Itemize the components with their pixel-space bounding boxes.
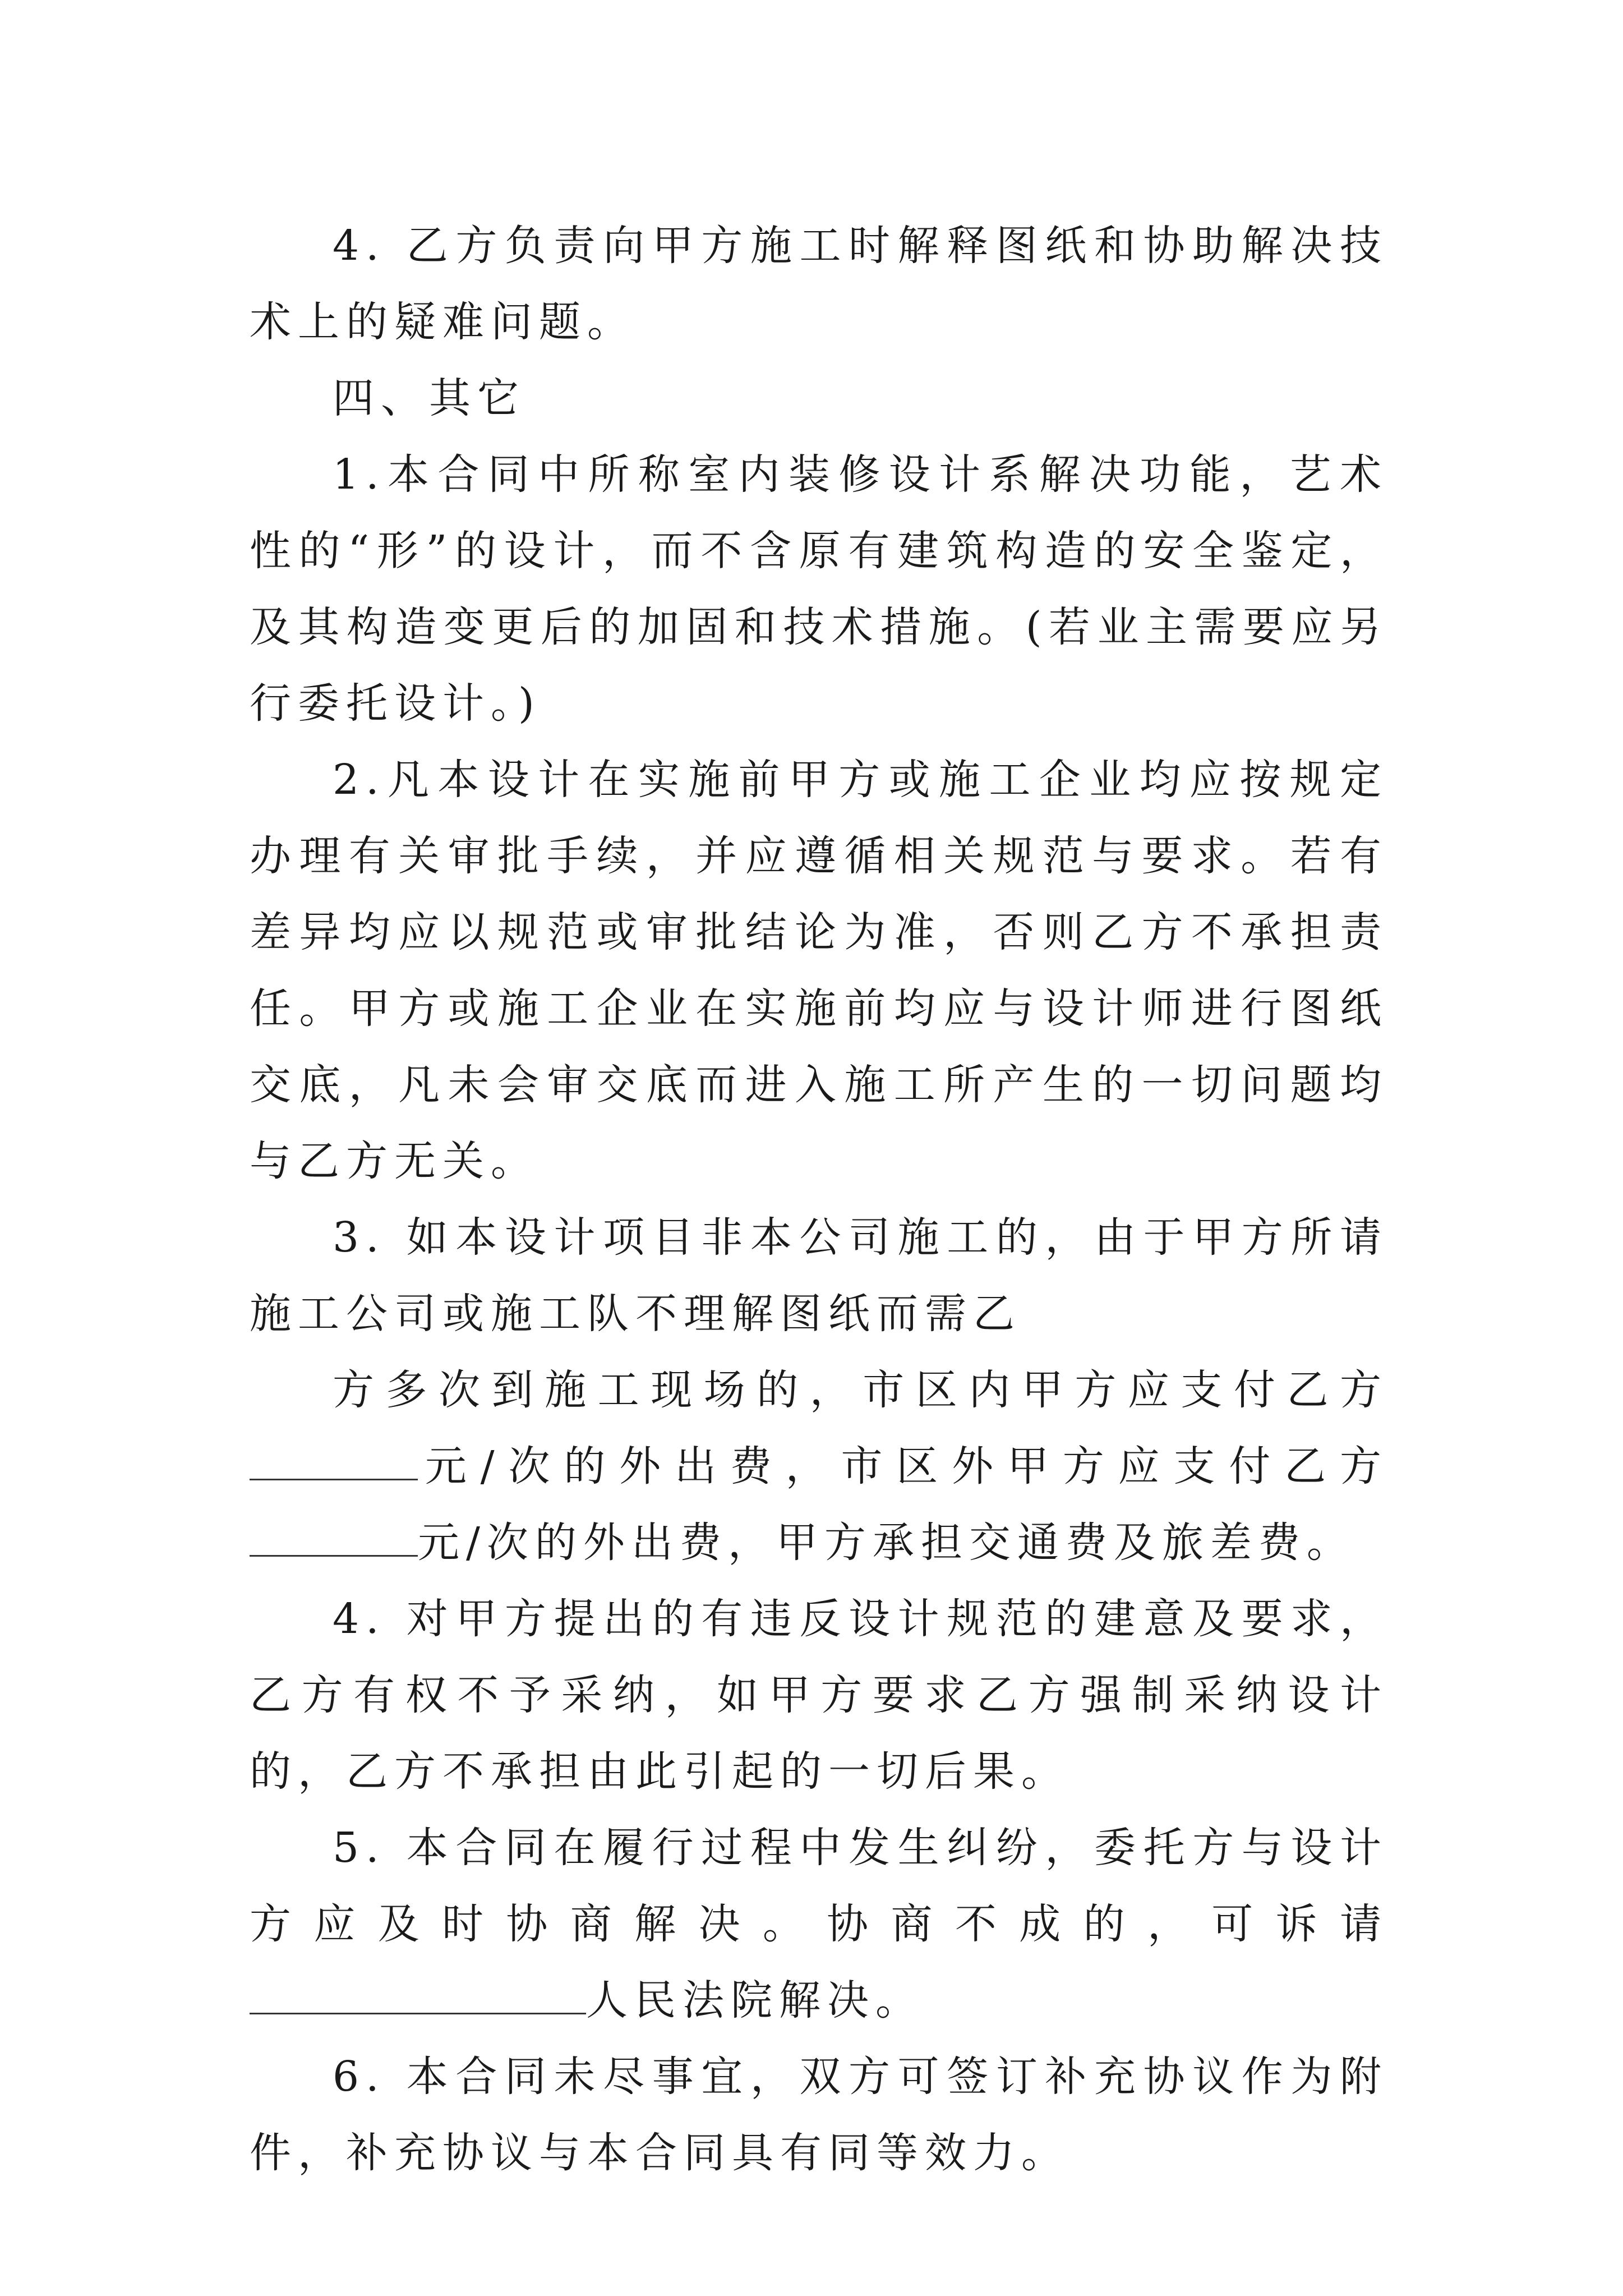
paragraph-item-4-explain-drawings: 4. 乙方负责向甲方施工时解释图纸和协助解决技术上的疑难问题。 [250,222,1388,346]
paragraph-item-4-violations: 4. 对甲方提出的有违反设计规范的建意及要求，乙方有权不予采纳，如甲方要求乙方强制采纳设计的，乙方不承担由此引起的一切后果。 [250,1595,1388,1796]
document-page [250,208,1388,2191]
disputes-text-a: 5. 本合同在履行过程中发生纠纷，委托方与设计方应及时协商解决。协商不成的，可诉请 [250,1824,1388,1948]
section-heading-other: 四、其它 [333,374,525,422]
paragraph-item-3-construction: 3. 如本设计项目非本公司施工的，由于甲方所请施工公司或施工队不理解图纸而需乙 [250,1213,1388,1338]
site-visit-text-b: 元/次的外出费，市区外甲方应支付乙方 [418,1442,1388,1490]
site-visit-text-c: 元/次的外出费，甲方承担交通费及旅差费。 [418,1519,1355,1567]
fee-blank-suburban [250,1517,418,1557]
site-visit-text-a: 方多次到施工现场的，市区内甲方应支付乙方 [333,1366,1388,1414]
paragraph-item-5-disputes [250,1810,1388,2039]
fee-blank-urban [250,1441,418,1480]
paragraph-item-2-approval: 2.凡本设计在实施前甲方或施工企业均应按规定办理有关审批手续，并应遵循相关规范与要求。若有差异均应以规范或审批结论为准，否则乙方不承担责任。甲方或施工企业在实施前均应与设计师进行图纸交底，凡未会审交底而进入施工所产生的一切问题均与乙方无关。 [250,756,1388,1185]
disputes-text-b: 人民法院解决。 [586,1976,924,2024]
paragraph-item-6-supplement: 6. 本合同未尽事宜，双方可签订补充协议作为附件，补充协议与本合同具有同等效力。 [250,2053,1388,2177]
paragraph-site-visit-fees [250,1352,1388,1581]
paragraph-item-1-scope: 1.本合同中所称室内装修设计系解决功能，艺术性的“形”的设计，而不含原有建筑构造的安全鉴定，及其构造变更后的加固和技术措施。(若业主需要应另行委托设计。) [250,450,1388,728]
court-name-blank [250,1975,586,2014]
